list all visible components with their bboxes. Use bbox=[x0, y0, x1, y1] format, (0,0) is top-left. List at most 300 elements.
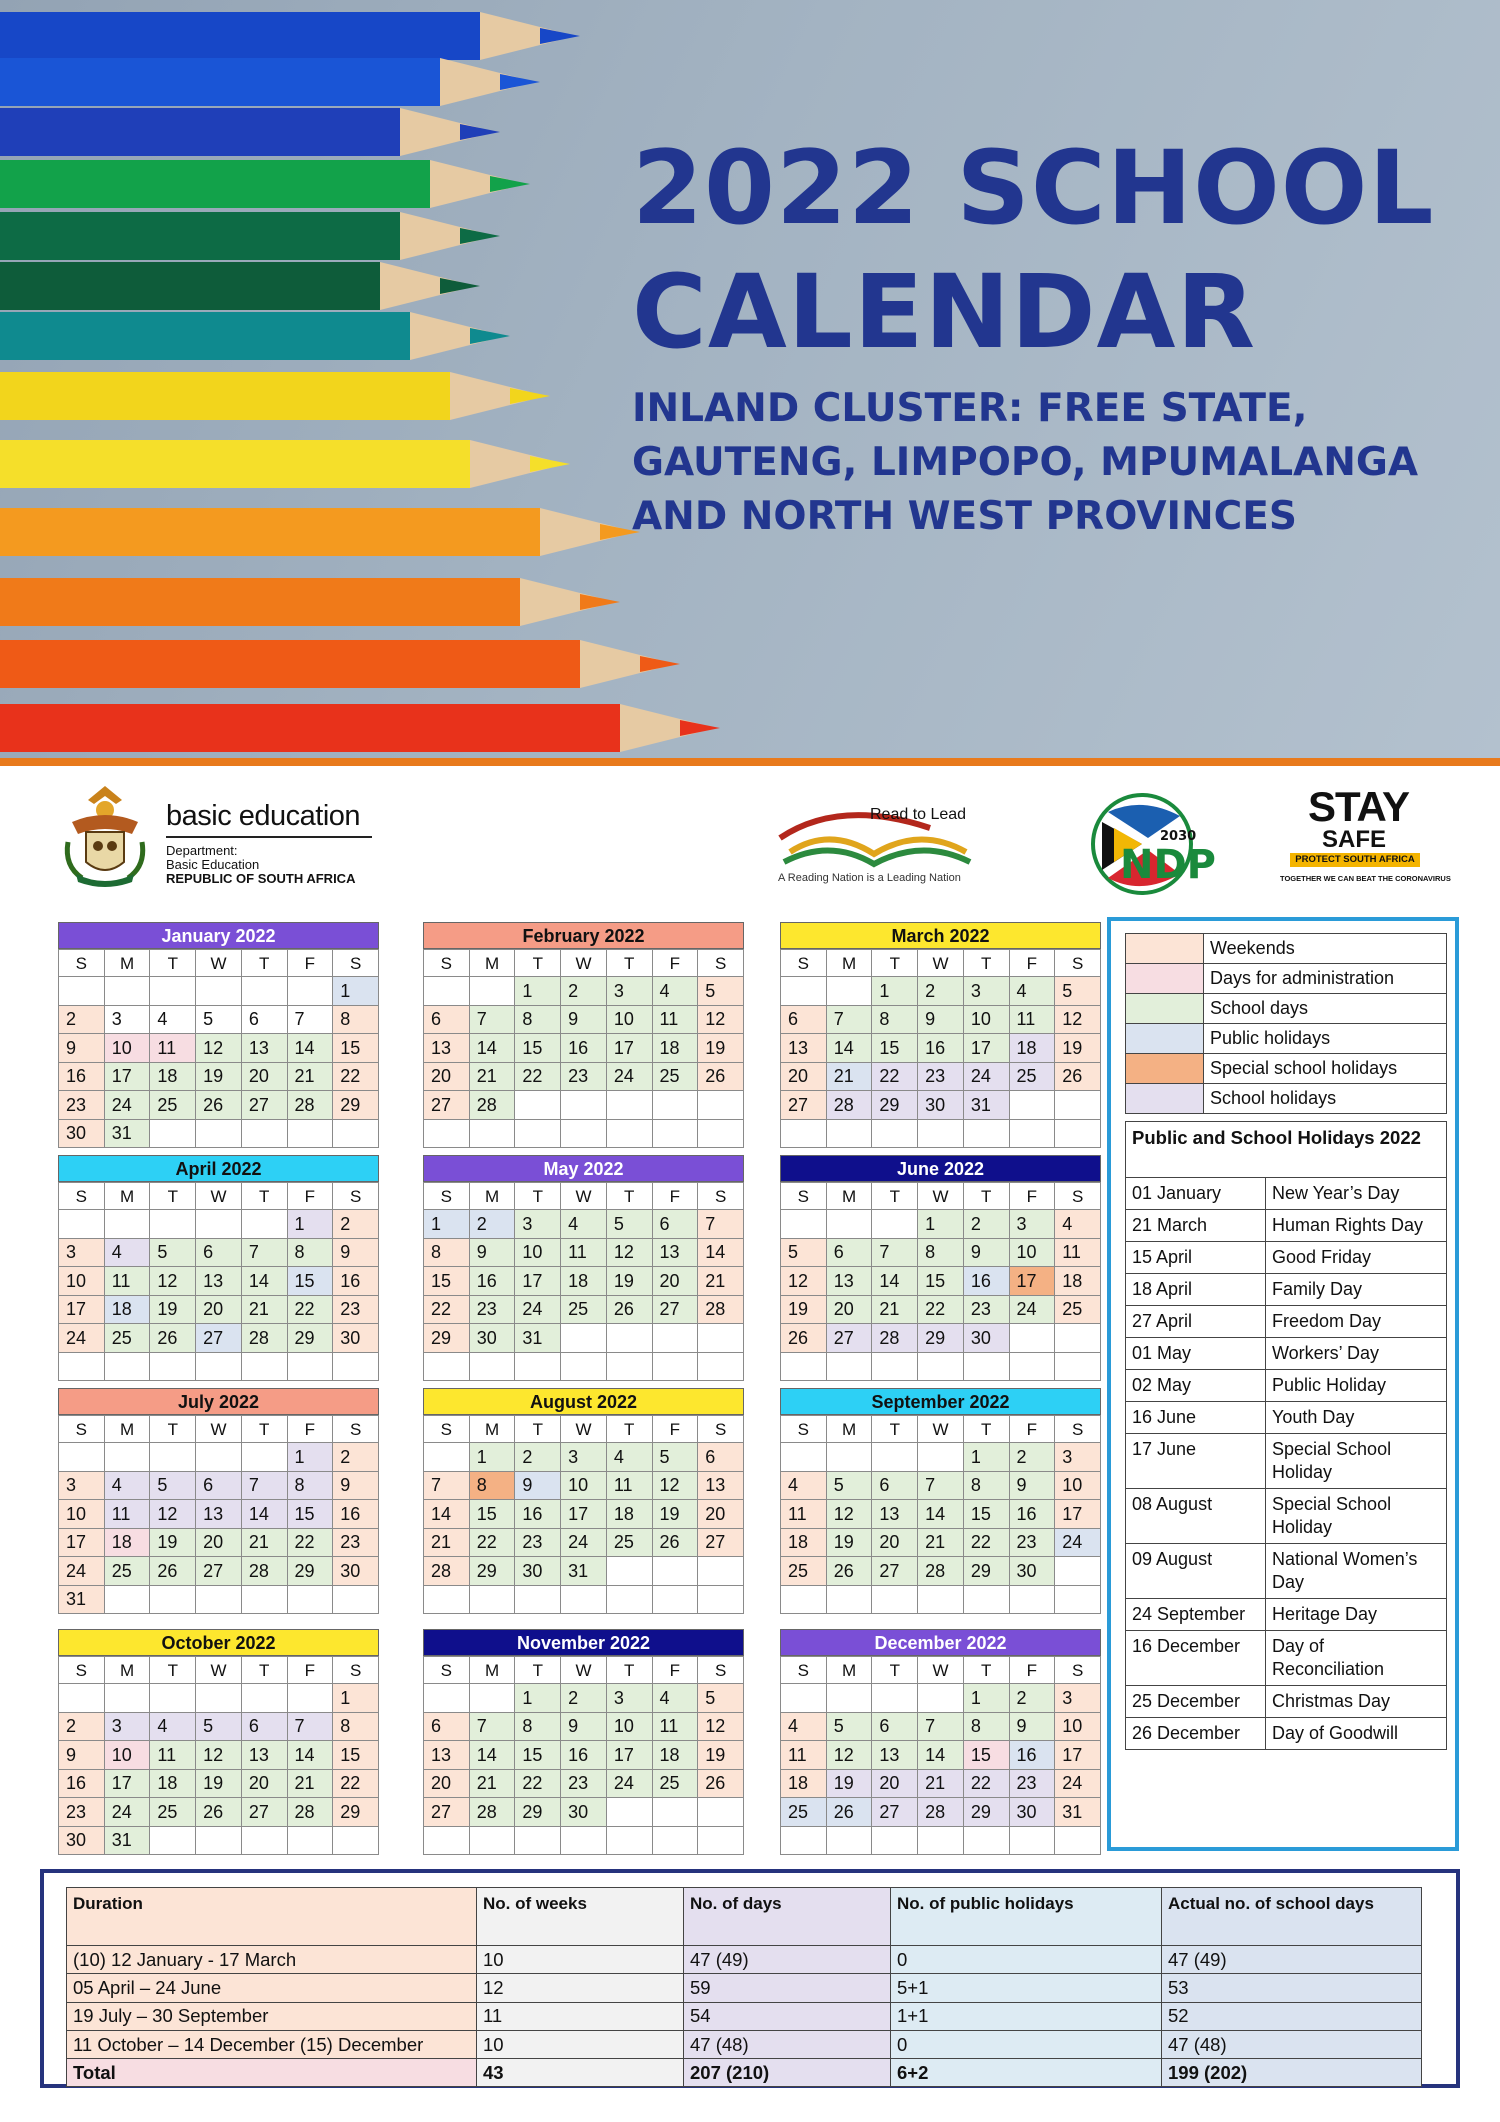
weekday-header: S bbox=[698, 1183, 744, 1210]
weekday-header: S bbox=[59, 1657, 105, 1684]
day-cell: 25 bbox=[150, 1091, 196, 1120]
dbe-line-3: REPUBLIC OF SOUTH AFRICA bbox=[166, 871, 356, 886]
holiday-row bbox=[1126, 1544, 1446, 1599]
day-cell: 2 bbox=[561, 1684, 607, 1713]
summary-cell: 199 (202) bbox=[1162, 2059, 1422, 2087]
day-cell: 28 bbox=[469, 1091, 515, 1120]
weekday-header: S bbox=[59, 1183, 105, 1210]
day-cell: 3 bbox=[104, 1712, 150, 1741]
day-cell: 23 bbox=[963, 1295, 1009, 1324]
day-cell: 30 bbox=[1009, 1798, 1055, 1827]
day-cell: 27 bbox=[196, 1557, 242, 1586]
empty-cell bbox=[652, 1352, 698, 1381]
holiday-date: 21 March bbox=[1126, 1210, 1266, 1241]
weekday-header: S bbox=[698, 950, 744, 977]
summary-cell: 10 bbox=[477, 1946, 684, 1974]
week-row bbox=[781, 1741, 1101, 1770]
week-row bbox=[781, 1091, 1101, 1120]
week-row bbox=[59, 1769, 379, 1798]
empty-cell bbox=[196, 1210, 242, 1239]
day-cell: 5 bbox=[826, 1471, 872, 1500]
legend-row bbox=[1126, 934, 1447, 964]
holiday-date: 09 August bbox=[1126, 1544, 1266, 1598]
weekday-header: F bbox=[652, 1657, 698, 1684]
month-title: July 2022 bbox=[58, 1388, 379, 1415]
weekday-header: T bbox=[515, 1416, 561, 1443]
weekday-header: S bbox=[424, 1416, 470, 1443]
summary-header-cell: Duration bbox=[67, 1888, 477, 1946]
day-cell: 6 bbox=[872, 1471, 918, 1500]
day-cell: 21 bbox=[287, 1062, 333, 1091]
day-cell: 26 bbox=[781, 1324, 827, 1353]
day-cell: 14 bbox=[469, 1741, 515, 1770]
holiday-row bbox=[1126, 1370, 1446, 1402]
pencil-tip bbox=[470, 328, 510, 344]
stay-safe-line-2: SAFE bbox=[1322, 826, 1387, 853]
empty-cell bbox=[781, 1585, 827, 1614]
week-row bbox=[424, 1119, 744, 1148]
day-cell: 17 bbox=[1055, 1741, 1101, 1770]
weekday-header: M bbox=[469, 1657, 515, 1684]
pencil-body bbox=[0, 578, 520, 626]
day-cell: 7 bbox=[469, 1712, 515, 1741]
empty-cell bbox=[515, 1119, 561, 1148]
pencil-body bbox=[0, 508, 540, 556]
day-cell: 11 bbox=[150, 1741, 196, 1770]
day-cell: 30 bbox=[515, 1557, 561, 1586]
day-cell: 8 bbox=[515, 1005, 561, 1034]
day-cell: 13 bbox=[424, 1741, 470, 1770]
day-cell: 17 bbox=[606, 1741, 652, 1770]
read-to-lead-name: Read to Lead bbox=[870, 806, 967, 823]
day-cell: 11 bbox=[781, 1500, 827, 1529]
summary-cell: Total bbox=[67, 2059, 477, 2087]
day-cell: 11 bbox=[561, 1238, 607, 1267]
holiday-date: 25 December bbox=[1126, 1686, 1266, 1717]
empty-cell bbox=[781, 1352, 827, 1381]
week-row bbox=[59, 977, 379, 1006]
dbe-divider bbox=[166, 836, 372, 838]
weekday-header: S bbox=[333, 1657, 379, 1684]
day-cell: 15 bbox=[287, 1500, 333, 1529]
day-cell: 1 bbox=[872, 977, 918, 1006]
day-cell: 27 bbox=[424, 1091, 470, 1120]
weekday-header: S bbox=[59, 950, 105, 977]
day-cell: 15 bbox=[515, 1741, 561, 1770]
month-table bbox=[423, 1182, 744, 1381]
holiday-row bbox=[1126, 1338, 1446, 1370]
month-table bbox=[780, 1656, 1101, 1855]
day-cell: 30 bbox=[469, 1324, 515, 1353]
day-cell: 24 bbox=[104, 1091, 150, 1120]
day-cell: 2 bbox=[515, 1443, 561, 1472]
day-cell: 15 bbox=[333, 1741, 379, 1770]
day-cell: 14 bbox=[826, 1034, 872, 1063]
day-cell: 18 bbox=[652, 1034, 698, 1063]
weekday-header: T bbox=[241, 1657, 287, 1684]
holiday-row bbox=[1126, 1686, 1446, 1718]
pencil-body bbox=[0, 312, 410, 360]
day-cell: 8 bbox=[515, 1712, 561, 1741]
day-cell: 19 bbox=[196, 1062, 242, 1091]
weekday-header: M bbox=[104, 1183, 150, 1210]
empty-cell bbox=[561, 1826, 607, 1855]
month-title: March 2022 bbox=[780, 922, 1101, 949]
day-cell: 4 bbox=[104, 1238, 150, 1267]
month-title: August 2022 bbox=[423, 1388, 744, 1415]
day-cell: 25 bbox=[561, 1295, 607, 1324]
day-cell: 15 bbox=[918, 1267, 964, 1296]
empty-cell bbox=[561, 1324, 607, 1353]
day-cell: 6 bbox=[652, 1210, 698, 1239]
week-row bbox=[424, 1712, 744, 1741]
day-cell: 18 bbox=[652, 1741, 698, 1770]
day-cell: 22 bbox=[515, 1769, 561, 1798]
week-row bbox=[59, 1712, 379, 1741]
month-title: October 2022 bbox=[58, 1629, 379, 1656]
empty-cell bbox=[104, 1210, 150, 1239]
holiday-date: 16 December bbox=[1126, 1631, 1266, 1685]
day-cell: 8 bbox=[963, 1471, 1009, 1500]
day-cell: 12 bbox=[781, 1267, 827, 1296]
weekday-header: M bbox=[469, 1183, 515, 1210]
day-cell: 12 bbox=[196, 1741, 242, 1770]
day-cell: 27 bbox=[781, 1091, 827, 1120]
weekday-header: T bbox=[606, 950, 652, 977]
day-cell: 12 bbox=[698, 1712, 744, 1741]
day-cell: 6 bbox=[196, 1238, 242, 1267]
day-cell: 11 bbox=[606, 1471, 652, 1500]
summary-cell: 19 July – 30 September bbox=[67, 2002, 477, 2030]
day-cell: 9 bbox=[469, 1238, 515, 1267]
weekday-header: T bbox=[241, 1416, 287, 1443]
week-row bbox=[59, 1267, 379, 1296]
day-cell: 20 bbox=[826, 1295, 872, 1324]
empty-cell bbox=[196, 1826, 242, 1855]
summary-cell: 53 bbox=[1162, 1974, 1422, 2002]
weekday-header: M bbox=[104, 1657, 150, 1684]
day-cell: 9 bbox=[561, 1005, 607, 1034]
day-cell: 27 bbox=[241, 1798, 287, 1827]
day-cell: 12 bbox=[606, 1238, 652, 1267]
day-cell: 6 bbox=[872, 1712, 918, 1741]
day-cell: 4 bbox=[1009, 977, 1055, 1006]
day-cell: 8 bbox=[287, 1238, 333, 1267]
day-cell: 28 bbox=[872, 1324, 918, 1353]
empty-cell bbox=[606, 1826, 652, 1855]
empty-cell bbox=[469, 977, 515, 1006]
week-row bbox=[424, 1295, 744, 1324]
day-cell: 24 bbox=[561, 1528, 607, 1557]
day-cell: 15 bbox=[872, 1034, 918, 1063]
day-cell: 10 bbox=[606, 1712, 652, 1741]
week-row bbox=[59, 1557, 379, 1586]
week-row bbox=[781, 1352, 1101, 1381]
summary-cell: 47 (49) bbox=[684, 1946, 891, 1974]
day-cell: 15 bbox=[963, 1500, 1009, 1529]
day-cell: 9 bbox=[1009, 1471, 1055, 1500]
holiday-name: Workers’ Day bbox=[1272, 1343, 1380, 1363]
empty-cell bbox=[333, 1119, 379, 1148]
day-cell: 23 bbox=[561, 1769, 607, 1798]
dbe-logo bbox=[62, 782, 382, 892]
holiday-name: Family Day bbox=[1272, 1279, 1363, 1299]
day-cell: 19 bbox=[1055, 1034, 1101, 1063]
weekday-header: F bbox=[1009, 1416, 1055, 1443]
empty-cell bbox=[469, 1826, 515, 1855]
empty-cell bbox=[196, 1684, 242, 1713]
day-cell: 3 bbox=[606, 977, 652, 1006]
holiday-row bbox=[1126, 1718, 1446, 1749]
empty-cell bbox=[1055, 1119, 1101, 1148]
empty-cell bbox=[150, 1210, 196, 1239]
week-row bbox=[424, 1826, 744, 1855]
empty-cell bbox=[1009, 1826, 1055, 1855]
week-row bbox=[424, 1528, 744, 1557]
day-cell: 3 bbox=[963, 977, 1009, 1006]
empty-cell bbox=[918, 1826, 964, 1855]
empty-cell bbox=[652, 1091, 698, 1120]
pencil-tip bbox=[640, 656, 680, 672]
summary-table bbox=[66, 1887, 1422, 2087]
day-cell: 8 bbox=[872, 1005, 918, 1034]
holiday-name: Freedom Day bbox=[1272, 1311, 1382, 1331]
day-cell: 29 bbox=[469, 1557, 515, 1586]
day-cell: 25 bbox=[606, 1528, 652, 1557]
empty-cell bbox=[104, 1443, 150, 1472]
week-row bbox=[781, 1712, 1101, 1741]
empty-cell bbox=[652, 1119, 698, 1148]
empty-cell bbox=[424, 1443, 470, 1472]
day-cell: 5 bbox=[150, 1471, 196, 1500]
legend-label: Days for administration bbox=[1204, 964, 1447, 994]
week-row bbox=[59, 1119, 379, 1148]
summary-header-row bbox=[67, 1888, 1422, 1946]
empty-cell bbox=[196, 1119, 242, 1148]
weekday-header: F bbox=[652, 1416, 698, 1443]
day-cell: 5 bbox=[826, 1712, 872, 1741]
day-cell: 19 bbox=[150, 1295, 196, 1324]
day-cell: 23 bbox=[918, 1062, 964, 1091]
day-cell: 22 bbox=[333, 1062, 379, 1091]
header-banner bbox=[0, 0, 1500, 758]
coat-of-arms-icon bbox=[62, 782, 148, 890]
empty-cell bbox=[606, 1119, 652, 1148]
day-cell: 14 bbox=[287, 1034, 333, 1063]
day-cell: 6 bbox=[424, 1712, 470, 1741]
day-cell: 8 bbox=[287, 1471, 333, 1500]
day-cell: 9 bbox=[918, 1005, 964, 1034]
day-cell: 8 bbox=[333, 1005, 379, 1034]
empty-cell bbox=[287, 1585, 333, 1614]
summary-cell: 43 bbox=[477, 2059, 684, 2087]
weekday-header: S bbox=[1055, 1183, 1101, 1210]
empty-cell bbox=[104, 1585, 150, 1614]
empty-cell bbox=[698, 1826, 744, 1855]
day-cell: 23 bbox=[59, 1091, 105, 1120]
legend-label: Special school holidays bbox=[1204, 1054, 1447, 1084]
week-row bbox=[781, 977, 1101, 1006]
summary-row bbox=[67, 1946, 1422, 1974]
week-row bbox=[781, 1826, 1101, 1855]
empty-cell bbox=[826, 1684, 872, 1713]
holiday-name: New Year’s Day bbox=[1272, 1183, 1400, 1203]
day-cell: 14 bbox=[287, 1741, 333, 1770]
day-cell: 6 bbox=[196, 1471, 242, 1500]
summary-cell: 0 bbox=[891, 2030, 1162, 2058]
summary-cell: 207 (210) bbox=[684, 2059, 891, 2087]
day-cell: 31 bbox=[1055, 1798, 1101, 1827]
pencil-body bbox=[0, 372, 450, 420]
empty-cell bbox=[872, 1352, 918, 1381]
day-cell: 1 bbox=[963, 1443, 1009, 1472]
day-cell: 4 bbox=[606, 1443, 652, 1472]
summary-row bbox=[67, 2030, 1422, 2058]
day-cell: 25 bbox=[104, 1324, 150, 1353]
day-cell: 17 bbox=[104, 1062, 150, 1091]
empty-cell bbox=[469, 1684, 515, 1713]
month-nov bbox=[423, 1629, 744, 1855]
empty-cell bbox=[918, 1443, 964, 1472]
day-cell: 26 bbox=[652, 1528, 698, 1557]
day-cell: 24 bbox=[515, 1295, 561, 1324]
empty-cell bbox=[698, 1091, 744, 1120]
empty-cell bbox=[150, 1119, 196, 1148]
week-row bbox=[781, 1471, 1101, 1500]
pencil-body bbox=[0, 440, 470, 488]
week-row bbox=[59, 1062, 379, 1091]
day-cell: 8 bbox=[424, 1238, 470, 1267]
day-cell: 4 bbox=[104, 1471, 150, 1500]
holiday-date: 18 April bbox=[1126, 1274, 1266, 1305]
week-row bbox=[59, 1210, 379, 1239]
pencil-body bbox=[0, 704, 620, 752]
day-cell: 19 bbox=[196, 1769, 242, 1798]
day-cell: 30 bbox=[333, 1324, 379, 1353]
week-row bbox=[424, 1443, 744, 1472]
week-row bbox=[59, 1034, 379, 1063]
day-cell: 30 bbox=[963, 1324, 1009, 1353]
day-cell: 17 bbox=[606, 1034, 652, 1063]
empty-cell bbox=[826, 1826, 872, 1855]
day-cell: 31 bbox=[561, 1557, 607, 1586]
day-cell: 6 bbox=[241, 1005, 287, 1034]
empty-cell bbox=[606, 1585, 652, 1614]
day-cell: 14 bbox=[872, 1267, 918, 1296]
week-row bbox=[59, 1091, 379, 1120]
empty-cell bbox=[1055, 1091, 1101, 1120]
empty-cell bbox=[515, 1352, 561, 1381]
weekday-header: S bbox=[781, 950, 827, 977]
day-cell: 11 bbox=[1009, 1005, 1055, 1034]
weekday-header: S bbox=[1055, 950, 1101, 977]
day-cell: 9 bbox=[561, 1712, 607, 1741]
day-cell: 28 bbox=[826, 1091, 872, 1120]
weekday-header: W bbox=[918, 950, 964, 977]
day-cell: 21 bbox=[918, 1528, 964, 1557]
day-cell: 12 bbox=[150, 1500, 196, 1529]
weekday-header: S bbox=[424, 1183, 470, 1210]
month-table bbox=[58, 1415, 379, 1614]
holiday-row bbox=[1126, 1599, 1446, 1631]
week-row bbox=[781, 1443, 1101, 1472]
weekday-header: T bbox=[606, 1183, 652, 1210]
day-cell: 21 bbox=[469, 1769, 515, 1798]
day-cell: 30 bbox=[59, 1826, 105, 1855]
week-row bbox=[781, 1684, 1101, 1713]
empty-cell bbox=[515, 1091, 561, 1120]
empty-cell bbox=[424, 1585, 470, 1614]
legend-swatch bbox=[1126, 1084, 1204, 1114]
title-line-2: CALENDAR bbox=[632, 253, 1256, 372]
legend-row bbox=[1126, 964, 1447, 994]
day-cell: 20 bbox=[872, 1528, 918, 1557]
weekday-header: F bbox=[287, 1183, 333, 1210]
day-cell: 17 bbox=[59, 1528, 105, 1557]
holiday-name: Day of Goodwill bbox=[1272, 1723, 1399, 1743]
weekday-header: W bbox=[561, 950, 607, 977]
day-cell: 4 bbox=[781, 1712, 827, 1741]
day-cell: 14 bbox=[469, 1034, 515, 1063]
day-cell: 31 bbox=[59, 1585, 105, 1614]
weekday-header: S bbox=[698, 1416, 744, 1443]
weekday-header: T bbox=[872, 1183, 918, 1210]
week-row bbox=[781, 1324, 1101, 1353]
empty-cell bbox=[150, 1826, 196, 1855]
holiday-name: Special School Holiday bbox=[1272, 1439, 1392, 1482]
day-cell: 19 bbox=[652, 1500, 698, 1529]
day-cell: 30 bbox=[561, 1798, 607, 1827]
empty-cell bbox=[287, 1684, 333, 1713]
day-cell: 22 bbox=[287, 1528, 333, 1557]
summary-cell: 47 (48) bbox=[1162, 2030, 1422, 2058]
weekday-header: T bbox=[150, 1416, 196, 1443]
day-cell: 13 bbox=[781, 1034, 827, 1063]
empty-cell bbox=[872, 1585, 918, 1614]
empty-cell bbox=[150, 1352, 196, 1381]
day-cell: 1 bbox=[469, 1443, 515, 1472]
weekday-header: S bbox=[781, 1657, 827, 1684]
empty-cell bbox=[963, 1119, 1009, 1148]
week-row bbox=[59, 1826, 379, 1855]
week-row bbox=[424, 1798, 744, 1827]
day-cell: 5 bbox=[606, 1210, 652, 1239]
day-cell: 3 bbox=[1055, 1684, 1101, 1713]
empty-cell bbox=[59, 1684, 105, 1713]
weekday-header: F bbox=[287, 1416, 333, 1443]
month-title: June 2022 bbox=[780, 1155, 1101, 1182]
day-cell: 16 bbox=[561, 1741, 607, 1770]
day-cell: 25 bbox=[1055, 1295, 1101, 1324]
day-cell: 25 bbox=[781, 1798, 827, 1827]
ndp-logo bbox=[1090, 792, 1216, 896]
month-title: September 2022 bbox=[780, 1388, 1101, 1415]
day-cell: 12 bbox=[826, 1741, 872, 1770]
month-jun bbox=[780, 1155, 1101, 1381]
empty-cell bbox=[59, 977, 105, 1006]
weekday-header: M bbox=[104, 1416, 150, 1443]
empty-cell bbox=[104, 977, 150, 1006]
empty-cell bbox=[241, 1684, 287, 1713]
day-cell: 18 bbox=[781, 1769, 827, 1798]
holiday-row bbox=[1126, 1306, 1446, 1338]
day-cell: 14 bbox=[241, 1500, 287, 1529]
day-cell: 1 bbox=[333, 1684, 379, 1713]
day-cell: 29 bbox=[287, 1324, 333, 1353]
empty-cell bbox=[918, 1585, 964, 1614]
day-cell: 17 bbox=[1055, 1500, 1101, 1529]
day-cell: 1 bbox=[287, 1210, 333, 1239]
